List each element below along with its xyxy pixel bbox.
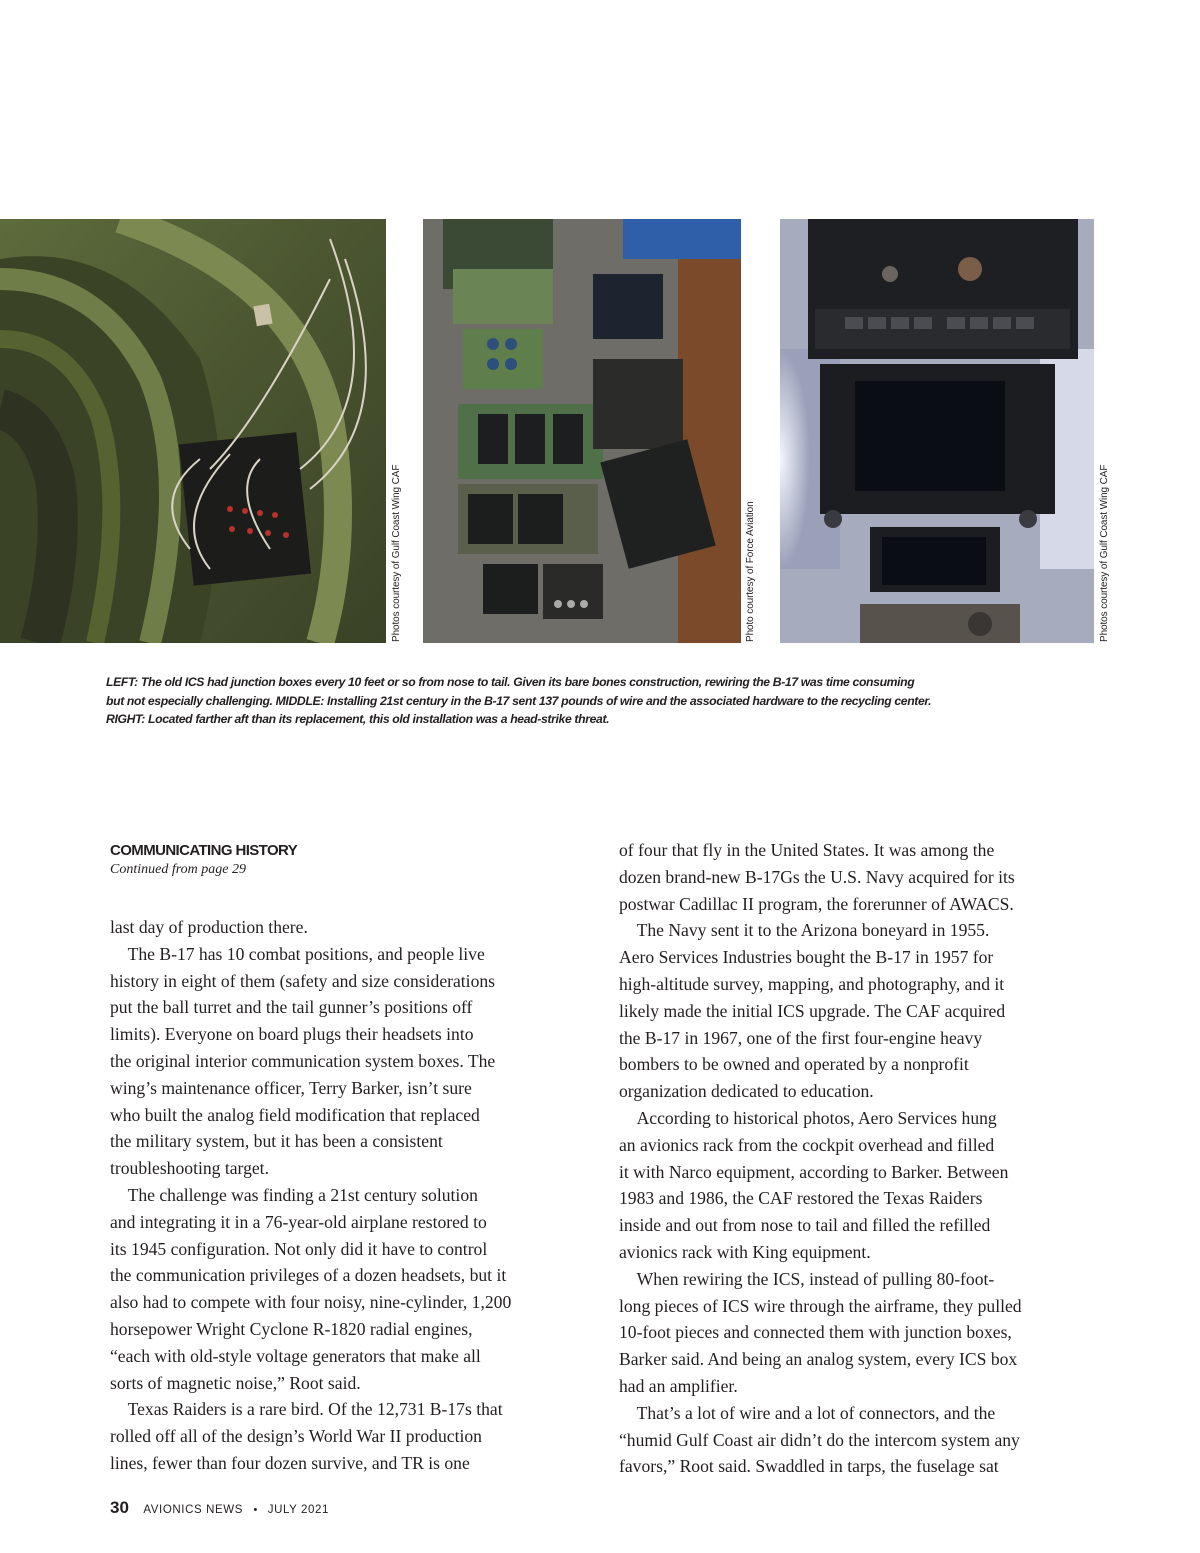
issue-date: JULY 2021 (267, 1504, 329, 1516)
text-line: its 1945 configuration. Not only did it have to control (110, 1238, 488, 1259)
text-line: That’s a lot of wire and a lot of connectors, and the (619, 1402, 996, 1423)
text-line: history in eight of them (safety and size considerations (110, 970, 496, 991)
photo-middle-removed-equipment (423, 219, 741, 643)
text-line: and integrating it in a 76-year-old airplane restored to (110, 1211, 487, 1232)
text-line: The B-17 has 10 combat positions, and people live (110, 943, 485, 964)
publication-name: AVIONICS NEWS (143, 1504, 243, 1516)
text-line: the military system, but it has been a consistent (110, 1131, 443, 1152)
text-line: bombers to be owned and operated by a nonprofit (619, 1054, 969, 1075)
article-column-left (110, 914, 511, 1477)
photo-middle-credit: Photo courtesy of Force Aviation (745, 501, 756, 642)
text-line: avionics rack with King equipment. (619, 1241, 871, 1262)
section-heading: COMMUNICATING HISTORY (110, 842, 298, 859)
caption-line: RIGHT: Located farther aft than its replacement, this old installation was a head-strike threat. (106, 712, 610, 726)
footer-separator: • (253, 1504, 258, 1516)
text-line: it with Narco equipment, according to Barker. Between (619, 1161, 1009, 1182)
photo-right-avionics-panel (780, 219, 1094, 643)
text-line: last day of production there. (110, 917, 308, 937)
text-line: likely made the initial ICS upgrade. The CAF acquired (619, 1000, 1006, 1021)
text-line: horsepower Wright Cyclone R-1820 radial engines, (110, 1318, 473, 1339)
text-line: the communication privileges of a dozen headsets, but it (110, 1265, 507, 1286)
text-line: limits). Everyone on board plugs their headsets into (110, 1024, 474, 1045)
text-line: “humid Gulf Coast air didn’t do the intercom system any (619, 1429, 1020, 1450)
text-line: “each with old-style voltage generators that make all (110, 1345, 481, 1366)
text-line: the B-17 in 1967, one of the first four-engine heavy (619, 1027, 983, 1048)
text-line: troubleshooting target. (110, 1158, 269, 1179)
text-line: According to historical photos, Aero Services hung (619, 1107, 997, 1128)
text-line: Texas Raiders is a rare bird. Of the 12,731 B-17s that (110, 1399, 503, 1420)
text-line: sorts of magnetic noise,” Root said. (110, 1372, 361, 1393)
text-line: Barker said. And being an analog system, every ICS box (619, 1349, 1018, 1370)
text-line: 1983 and 1986, the CAF restored the Texas Raiders (619, 1188, 983, 1209)
text-line: put the ball turret and the tail gunner’s positions off (110, 997, 473, 1018)
text-line: The Navy sent it to the Arizona boneyard in 1955. (619, 920, 990, 941)
continued-from-note: Continued from page 29 (110, 862, 246, 877)
text-line: Aero Services Industries bought the B-17 in 1957 for (619, 947, 994, 968)
photo-caption (106, 673, 1096, 729)
text-line: When rewiring the ICS, instead of pulling 80-foot- (619, 1268, 995, 1289)
text-line: had an amplifier. (619, 1375, 738, 1396)
text-line: inside and out from nose to tail and filled the refilled (619, 1215, 991, 1236)
photo-left-credit: Photos courtesy of Gulf Coast Wing CAF (391, 464, 402, 642)
text-line: dozen brand-new B-17Gs the U.S. Navy acquired for its (619, 866, 1015, 887)
caption-line: LEFT: The old ICS had junction boxes every 10 feet or so from nose to tail. Given its bare bones construction, rewiring the B-17 was time consuming (106, 675, 915, 689)
text-line: organization dedicated to education. (619, 1081, 874, 1102)
text-line: of four that fly in the United States. It was among the (619, 840, 995, 860)
photo-right-credit: Photos courtesy of Gulf Coast Wing CAF (1099, 464, 1110, 642)
article-column-right (619, 837, 1022, 1480)
text-line: favors,” Root said. Swaddled in tarps, the fuselage sat (619, 1456, 999, 1477)
text-line: 10-foot pieces and connected them with junction boxes, (619, 1322, 1012, 1343)
text-line: lines, fewer than four dozen survive, and TR is one (110, 1452, 470, 1473)
text-line: long pieces of ICS wire through the airframe, they pulled (619, 1295, 1022, 1316)
text-line: rolled off all of the design’s World War II production (110, 1426, 482, 1447)
text-line: who built the analog field modification that replaced (110, 1104, 480, 1125)
text-line: an avionics rack from the cockpit overhead and filled (619, 1134, 995, 1155)
text-line: postwar Cadillac II program, the forerunner of AWACS. (619, 893, 1014, 914)
page-footer (110, 1498, 329, 1518)
photo-left-fuselage-junction-box (0, 219, 386, 643)
text-line: wing’s maintenance officer, Terry Barker, isn’t sure (110, 1077, 472, 1098)
text-line: The challenge was finding a 21st century solution (110, 1184, 478, 1205)
caption-line: but not especially challenging. MIDDLE: Installing 21st century in the B-17 sent 137 pounds of wire and the associated hardware to the recycling center. (106, 693, 932, 708)
page-number: 30 (110, 1498, 129, 1517)
text-line: also had to compete with four noisy, nine-cylinder, 1,200 (110, 1292, 512, 1313)
text-line: high-altitude survey, mapping, and photography, and it (619, 973, 1005, 994)
text-line: the original interior communication system boxes. The (110, 1050, 496, 1071)
